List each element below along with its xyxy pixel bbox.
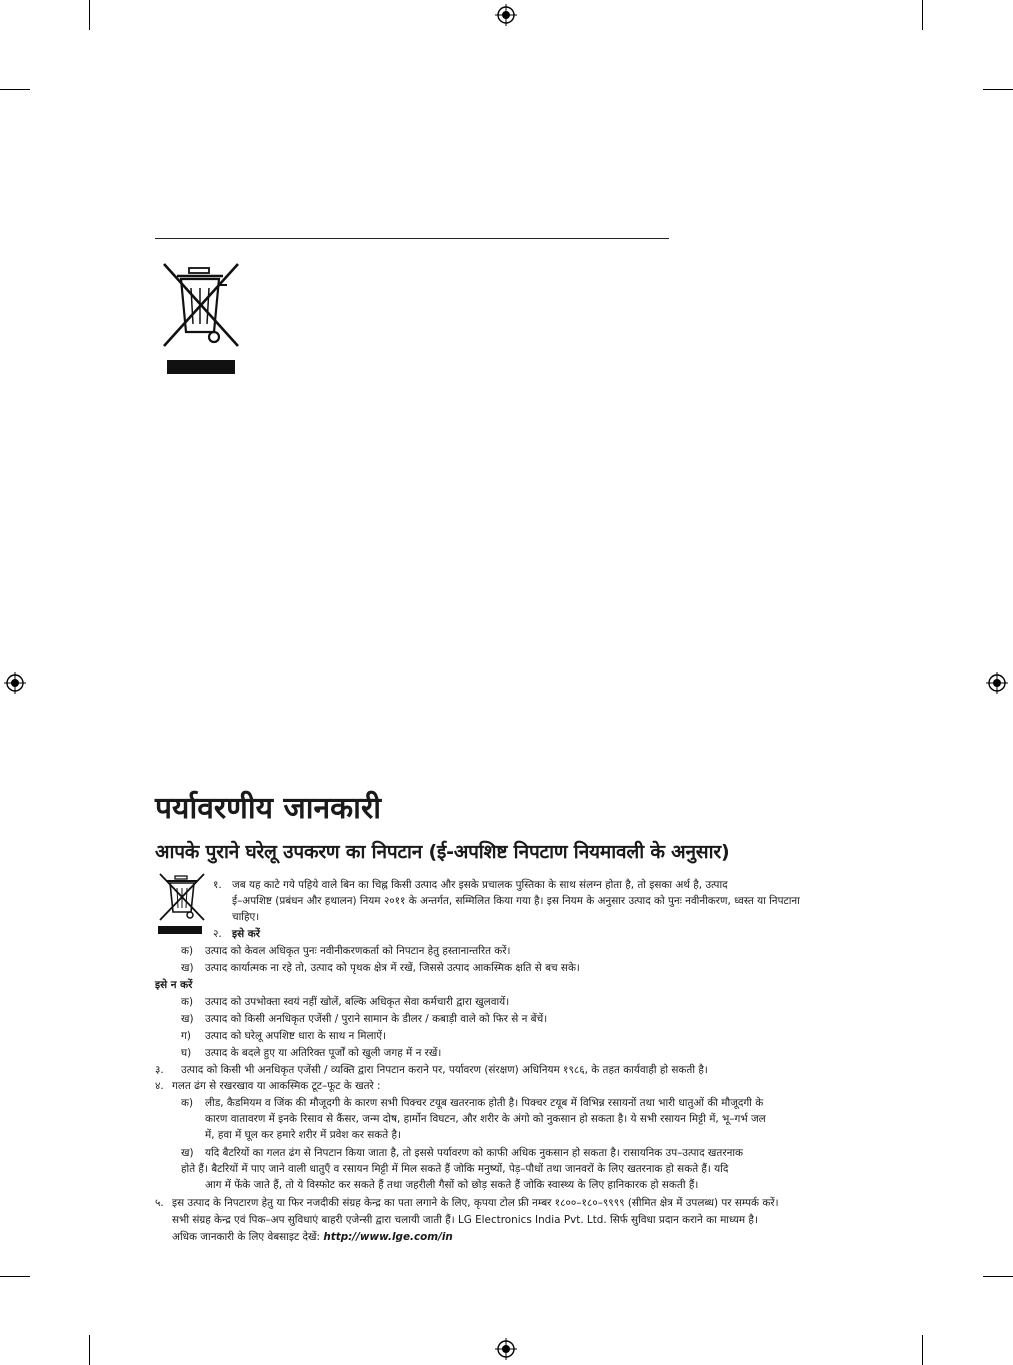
crop-mark-top-left [89, 0, 90, 30]
item-5-line-3 [172, 1229, 453, 1245]
weee-black-bar [158, 926, 202, 934]
item-3-text: उत्पाद को किसी भी अनधिकृत एजेंसी / व्यक्ति द्वारा निपटान कराने पर, पर्यावरण (संरक्षण) अधिनियम १९८६, के तहत कार्यवाही हो सकती है। [181, 1064, 708, 1076]
list-item: उत्पाद कार्यात्मक ना रहे तो, उत्पाद को पृथक क्षेत्र में रखें, जिससे उत्पाद आकस्मिक क्षति से बच सके। [205, 962, 580, 974]
website-label: अधिक जानकारी के लिए वेबसाइट देखें: [172, 1231, 321, 1243]
list-item: उत्पाद को किसी अनधिकृत एजेंसी / पुराने सामान के डीलर / कबाड़ी वाले को फिर से न बेंचें। [205, 1013, 548, 1025]
item-4a-line: लीड, कैडमियम व जिंक की मौजूदगी के कारण सभी पिक्चर टयूब खतरनाक होती है। पिक्चर टयूब में विभिन्न रसायनों तथा भारी धातुओं की मौजूदगी के [205, 1097, 764, 1109]
horizontal-rule [155, 238, 669, 239]
company-name: LG Electronics India Pvt. Ltd. [457, 1214, 607, 1226]
list-marker: ख) [181, 1013, 194, 1025]
crop-mark-bottom-left-h [0, 1276, 30, 1277]
item-number: २. [213, 928, 222, 940]
list-marker: क) [181, 996, 194, 1008]
registration-crosshair-icon [495, 1338, 517, 1360]
list-marker: ग) [181, 1030, 191, 1042]
crossed-out-wheelie-bin-icon [160, 262, 242, 350]
item-1-line: चाहिए। [232, 911, 260, 923]
list-marker: घ) [181, 1047, 192, 1059]
item-5-text: सभी संग्रह केन्द्र एवं पिक–अप सुविधाएं बाहरी एजेन्सी द्वारा चलायी जाती हैं। [172, 1214, 455, 1226]
item-4-heading: गलत ढंग से रखरखाव या आकस्मिक टूट–फूट के खतरे : [172, 1080, 381, 1092]
list-marker: ख) [181, 962, 194, 974]
list-marker: क) [181, 1097, 194, 1109]
registration-crosshair-icon [986, 672, 1008, 694]
item-4b-line: आग में फेंके जाते हैं, तो ये विस्फोट कर सकते हैं तथा जहरीली गैसों को छोड़ सकते हैं जोकि स्वास्थ्य के लिए हानिकारक हो सकती हैं। [205, 1179, 699, 1191]
dont-heading: इसे न करें [155, 979, 193, 991]
registration-crosshair-icon [4, 672, 26, 694]
list-item: उत्पाद को घरेलू अपशिष्ट धारा के साथ न मिलाऐं। [205, 1030, 386, 1042]
list-item: उत्पाद के बदले हुए या अतिरिक्त पूर्जों को खुली जगह में न रखें। [205, 1047, 442, 1059]
list-item: उत्पाद को उपभोक्ता स्वयं नहीं खोलें, बल्कि अधिकृत सेवा कर्मचारी द्वारा खुलवायें। [205, 996, 510, 1008]
crop-mark-bottom-right-h [983, 1276, 1013, 1277]
item-1-line: ई–अपशिष्ट (प्रबंधन और हथालन) नियम २०११ के अन्तर्गत, सम्मिलित किया गया है। इस नियम के अनुसार उत्पाद को पुनः नवीनीकरण, ध्वस्त या निपटाना [232, 895, 800, 907]
item-4a-line: में, हवा में घूल कर हमारे शरीर में प्रवेश कर सकते है। [205, 1129, 401, 1141]
item-number: ३. [155, 1064, 164, 1076]
website-link[interactable]: http://www.lge.com/in [323, 1231, 453, 1243]
do-heading: इसे करें [232, 928, 260, 940]
crop-mark-bottom-right [922, 1335, 923, 1365]
item-5-text: सिर्फ सुविधा प्रदान कराने का माध्यम है। [610, 1214, 758, 1226]
item-4a-line: कारण वातावरण में इनके रिसाव से कैंसर, जन्म दोष, हार्मोन विघटन, और शरीर के अंगो को नुकसान हो सकता है। ये सभी रसायन मिट्टी में, भू–गर्भ जल [205, 1113, 766, 1125]
page-subtitle: आपके पुराने घरेलू उपकरण का निपटान (ई-अपशिष्ट निपटाण नियमावली के अनुसार) [155, 841, 730, 863]
crop-mark-top-right-h [983, 89, 1013, 90]
item-5-line-2 [172, 1212, 758, 1228]
item-number: ४. [155, 1080, 164, 1092]
list-marker: ख) [181, 1147, 194, 1159]
weee-black-bar [167, 360, 235, 374]
item-1-line: जब यह काटे गये पहिये वाले बिन का चिह्न किसी उत्पाद और इसके प्रचालक पुस्तिका के साथ संलग्न होता है, तो इसका अर्थ है, उत्पाद [232, 879, 728, 891]
item-number: ५. [155, 1197, 164, 1209]
crop-mark-bottom-left [89, 1335, 90, 1365]
crossed-out-wheelie-bin-icon [157, 872, 207, 922]
list-marker: क) [181, 945, 194, 957]
list-item: उत्पाद को केवल अधिकृत पुनः नवीनीकरणकर्ता को निपटान हेतु हस्तानान्तरित करें। [205, 945, 511, 957]
crop-mark-top-left-h [0, 89, 30, 90]
crop-mark-top-right [922, 0, 923, 30]
item-4b-line: होते हैं। बैटरियों में पाए जाने वाली धातुएँ व रसायन मिट्टी में मिल सकते हैं जोकि मनुष्यों, पेड़–पौधों तथा जानवरों के लिए खतरनाक हो सकते हैं। यदि [181, 1163, 729, 1175]
item-number: १. [213, 879, 222, 891]
registration-crosshair-icon [495, 4, 517, 26]
item-5-line: इस उत्पाद के निपटारण हेतु या फिर नजदीकी संग्रह केन्द्र का पता लगाने के लिए, कृपया टोल फ्री नम्बर १८००–१८०–९९९९ (सीमित क्षेत्र में उपलब्ध) पर सम्पर्क करें। [172, 1197, 779, 1209]
page-title: पर्यावरणीय जानकारी [155, 791, 381, 826]
item-4b-line: यदि बैटरियों का गलत ढंग से निपटान किया जाता है, तो इससे पर्यावरण को काफी अधिक नुकसान हो सकता है। रासायनिक उप–उत्पाद खतरनाक [205, 1147, 744, 1159]
